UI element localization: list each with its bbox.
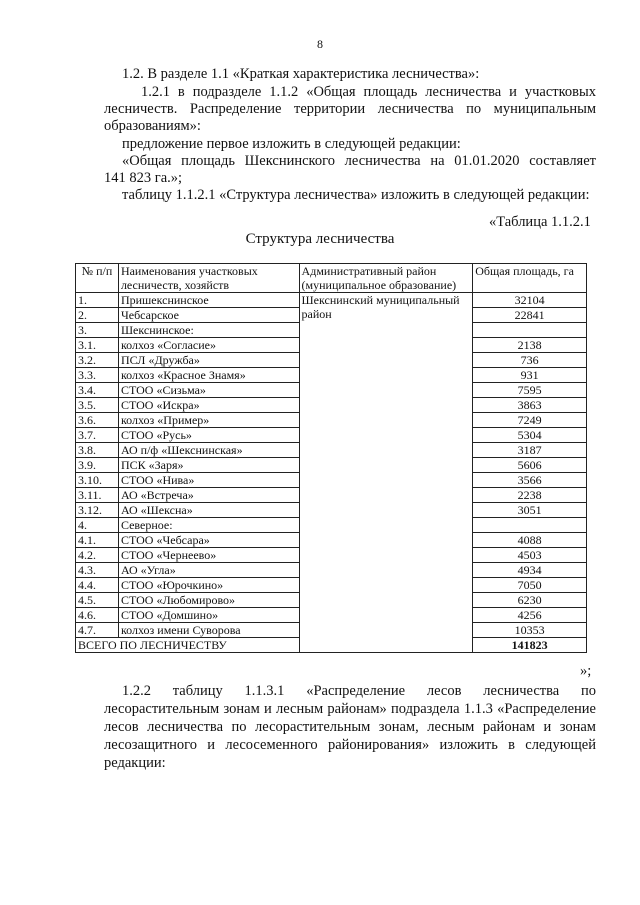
row-number: 4.1. (76, 533, 119, 548)
row-number: 3.1. (76, 338, 119, 353)
paragraph-line: 141 823 га.»; (104, 170, 183, 186)
row-number: 4.3. (76, 563, 119, 578)
row-number: 3.8. (76, 443, 119, 458)
total-label: ВСЕГО ПО ЛЕСНИЧЕСТВУ (76, 638, 300, 653)
row-name: СТОО «Чернеево» (118, 548, 299, 563)
row-name: колхоз «Пример» (118, 413, 299, 428)
row-number: 1. (76, 293, 119, 308)
row-area: 4088 (473, 533, 587, 548)
row-number: 3.3. (76, 368, 119, 383)
row-name: АО «Шексна» (118, 503, 299, 518)
paragraph-line: лесозащитного и лесосеменного районирования» изложить в следующей (104, 737, 596, 753)
row-number: 4. (76, 518, 119, 533)
row-name: АО «Встреча» (118, 488, 299, 503)
row-name: ПСЛ «Дружба» (118, 353, 299, 368)
row-area (473, 518, 587, 533)
row-name: колхоз имени Суворова (118, 623, 299, 638)
district-cell: Шекснинский муниципальный район (299, 293, 473, 653)
row-number: 3.10. (76, 473, 119, 488)
row-area: 2238 (473, 488, 587, 503)
paragraph-line: таблицу 1.1.2.1 «Структура лесничества» изложить в следующей редакции: (122, 187, 590, 203)
row-area: 3051 (473, 503, 587, 518)
row-name: СТОО «Искра» (118, 398, 299, 413)
header-name: Наименования участковых лесничеств, хозяйств (118, 264, 299, 293)
row-area: 2138 (473, 338, 587, 353)
paragraph-line: лесорастительным зонам и лесным районам» подраздела 1.1.3 «Распределение (104, 701, 596, 717)
paragraph-line: 1.2.1 в подразделе 1.1.2 «Общая площадь лесничества и участковых (141, 84, 596, 100)
paragraph-line: редакции: (104, 755, 166, 771)
row-number: 2. (76, 308, 119, 323)
row-number: 4.4. (76, 578, 119, 593)
row-area: 7595 (473, 383, 587, 398)
table-row (76, 293, 587, 308)
row-name: СТОО «Нива» (118, 473, 299, 488)
row-area: 6230 (473, 593, 587, 608)
row-area: 931 (473, 368, 587, 383)
header-district: Административный район (муниципальное образование) (299, 264, 473, 293)
row-area: 3863 (473, 398, 587, 413)
paragraph-line: лесничеств. Распределение территории лесничества по муниципальным (104, 101, 596, 117)
paragraph-line: предложение первое изложить в следующей редакции: (122, 136, 461, 152)
row-area: 5606 (473, 458, 587, 473)
row-name: СТОО «Русь» (118, 428, 299, 443)
paragraph-line: 1.2.2 таблицу 1.1.3.1 «Распределение лесов лесничества по (122, 683, 596, 699)
row-name: СТОО «Сизьма» (118, 383, 299, 398)
row-name: Чебсарское (118, 308, 299, 323)
row-number: 3. (76, 323, 119, 338)
row-area: 4503 (473, 548, 587, 563)
row-area: 4256 (473, 608, 587, 623)
header-num: № п/п (76, 264, 119, 293)
paragraph-line: образованиям»: (104, 118, 201, 134)
row-name: АО п/ф «Шекснинская» (118, 443, 299, 458)
row-number: 4.5. (76, 593, 119, 608)
page-number: 8 (317, 37, 323, 51)
row-area: 32104 (473, 293, 587, 308)
row-name: СТОО «Чебсара» (118, 533, 299, 548)
table-end: »; (580, 663, 592, 679)
row-name: АО «Угла» (118, 563, 299, 578)
row-name: Пришекснинское (118, 293, 299, 308)
total-area: 141823 (473, 638, 587, 653)
row-name: СТОО «Домшино» (118, 608, 299, 623)
row-number: 3.7. (76, 428, 119, 443)
row-area (473, 323, 587, 338)
row-name: Северное: (118, 518, 299, 533)
row-area: 7249 (473, 413, 587, 428)
row-area: 10353 (473, 623, 587, 638)
table-title: Структура лесничества (245, 231, 395, 247)
row-number: 3.9. (76, 458, 119, 473)
row-name: ПСК «Заря» (118, 458, 299, 473)
header-area: Общая площадь, га (473, 264, 587, 293)
paragraph-line: лесов лесничества по лесорастительным зонам, лесным районам и зонам (104, 719, 596, 735)
row-area: 22841 (473, 308, 587, 323)
row-name: Шекснинское: (118, 323, 299, 338)
row-number: 3.2. (76, 353, 119, 368)
row-area: 4934 (473, 563, 587, 578)
paragraph-line: 1.2. В разделе 1.1 «Краткая характеристика лесничества»: (122, 66, 480, 82)
row-number: 3.12. (76, 503, 119, 518)
paragraph-line: «Общая площадь Шекснинского лесничества на 01.01.2020 составляет (122, 153, 596, 169)
row-area: 3566 (473, 473, 587, 488)
row-number: 3.5. (76, 398, 119, 413)
row-name: СТОО «Юрочкино» (118, 578, 299, 593)
row-number: 3.6. (76, 413, 119, 428)
forestry-structure-table (75, 263, 587, 653)
row-name: СТОО «Любомирово» (118, 593, 299, 608)
row-number: 4.6. (76, 608, 119, 623)
row-name: колхоз «Согласие» (118, 338, 299, 353)
row-area: 7050 (473, 578, 587, 593)
row-number: 4.7. (76, 623, 119, 638)
row-number: 3.4. (76, 383, 119, 398)
row-area: 5304 (473, 428, 587, 443)
row-area: 3187 (473, 443, 587, 458)
row-number: 3.11. (76, 488, 119, 503)
row-name: колхоз «Красное Знамя» (118, 368, 299, 383)
row-area: 736 (473, 353, 587, 368)
table-caption: «Таблица 1.1.2.1 (489, 214, 591, 230)
row-number: 4.2. (76, 548, 119, 563)
